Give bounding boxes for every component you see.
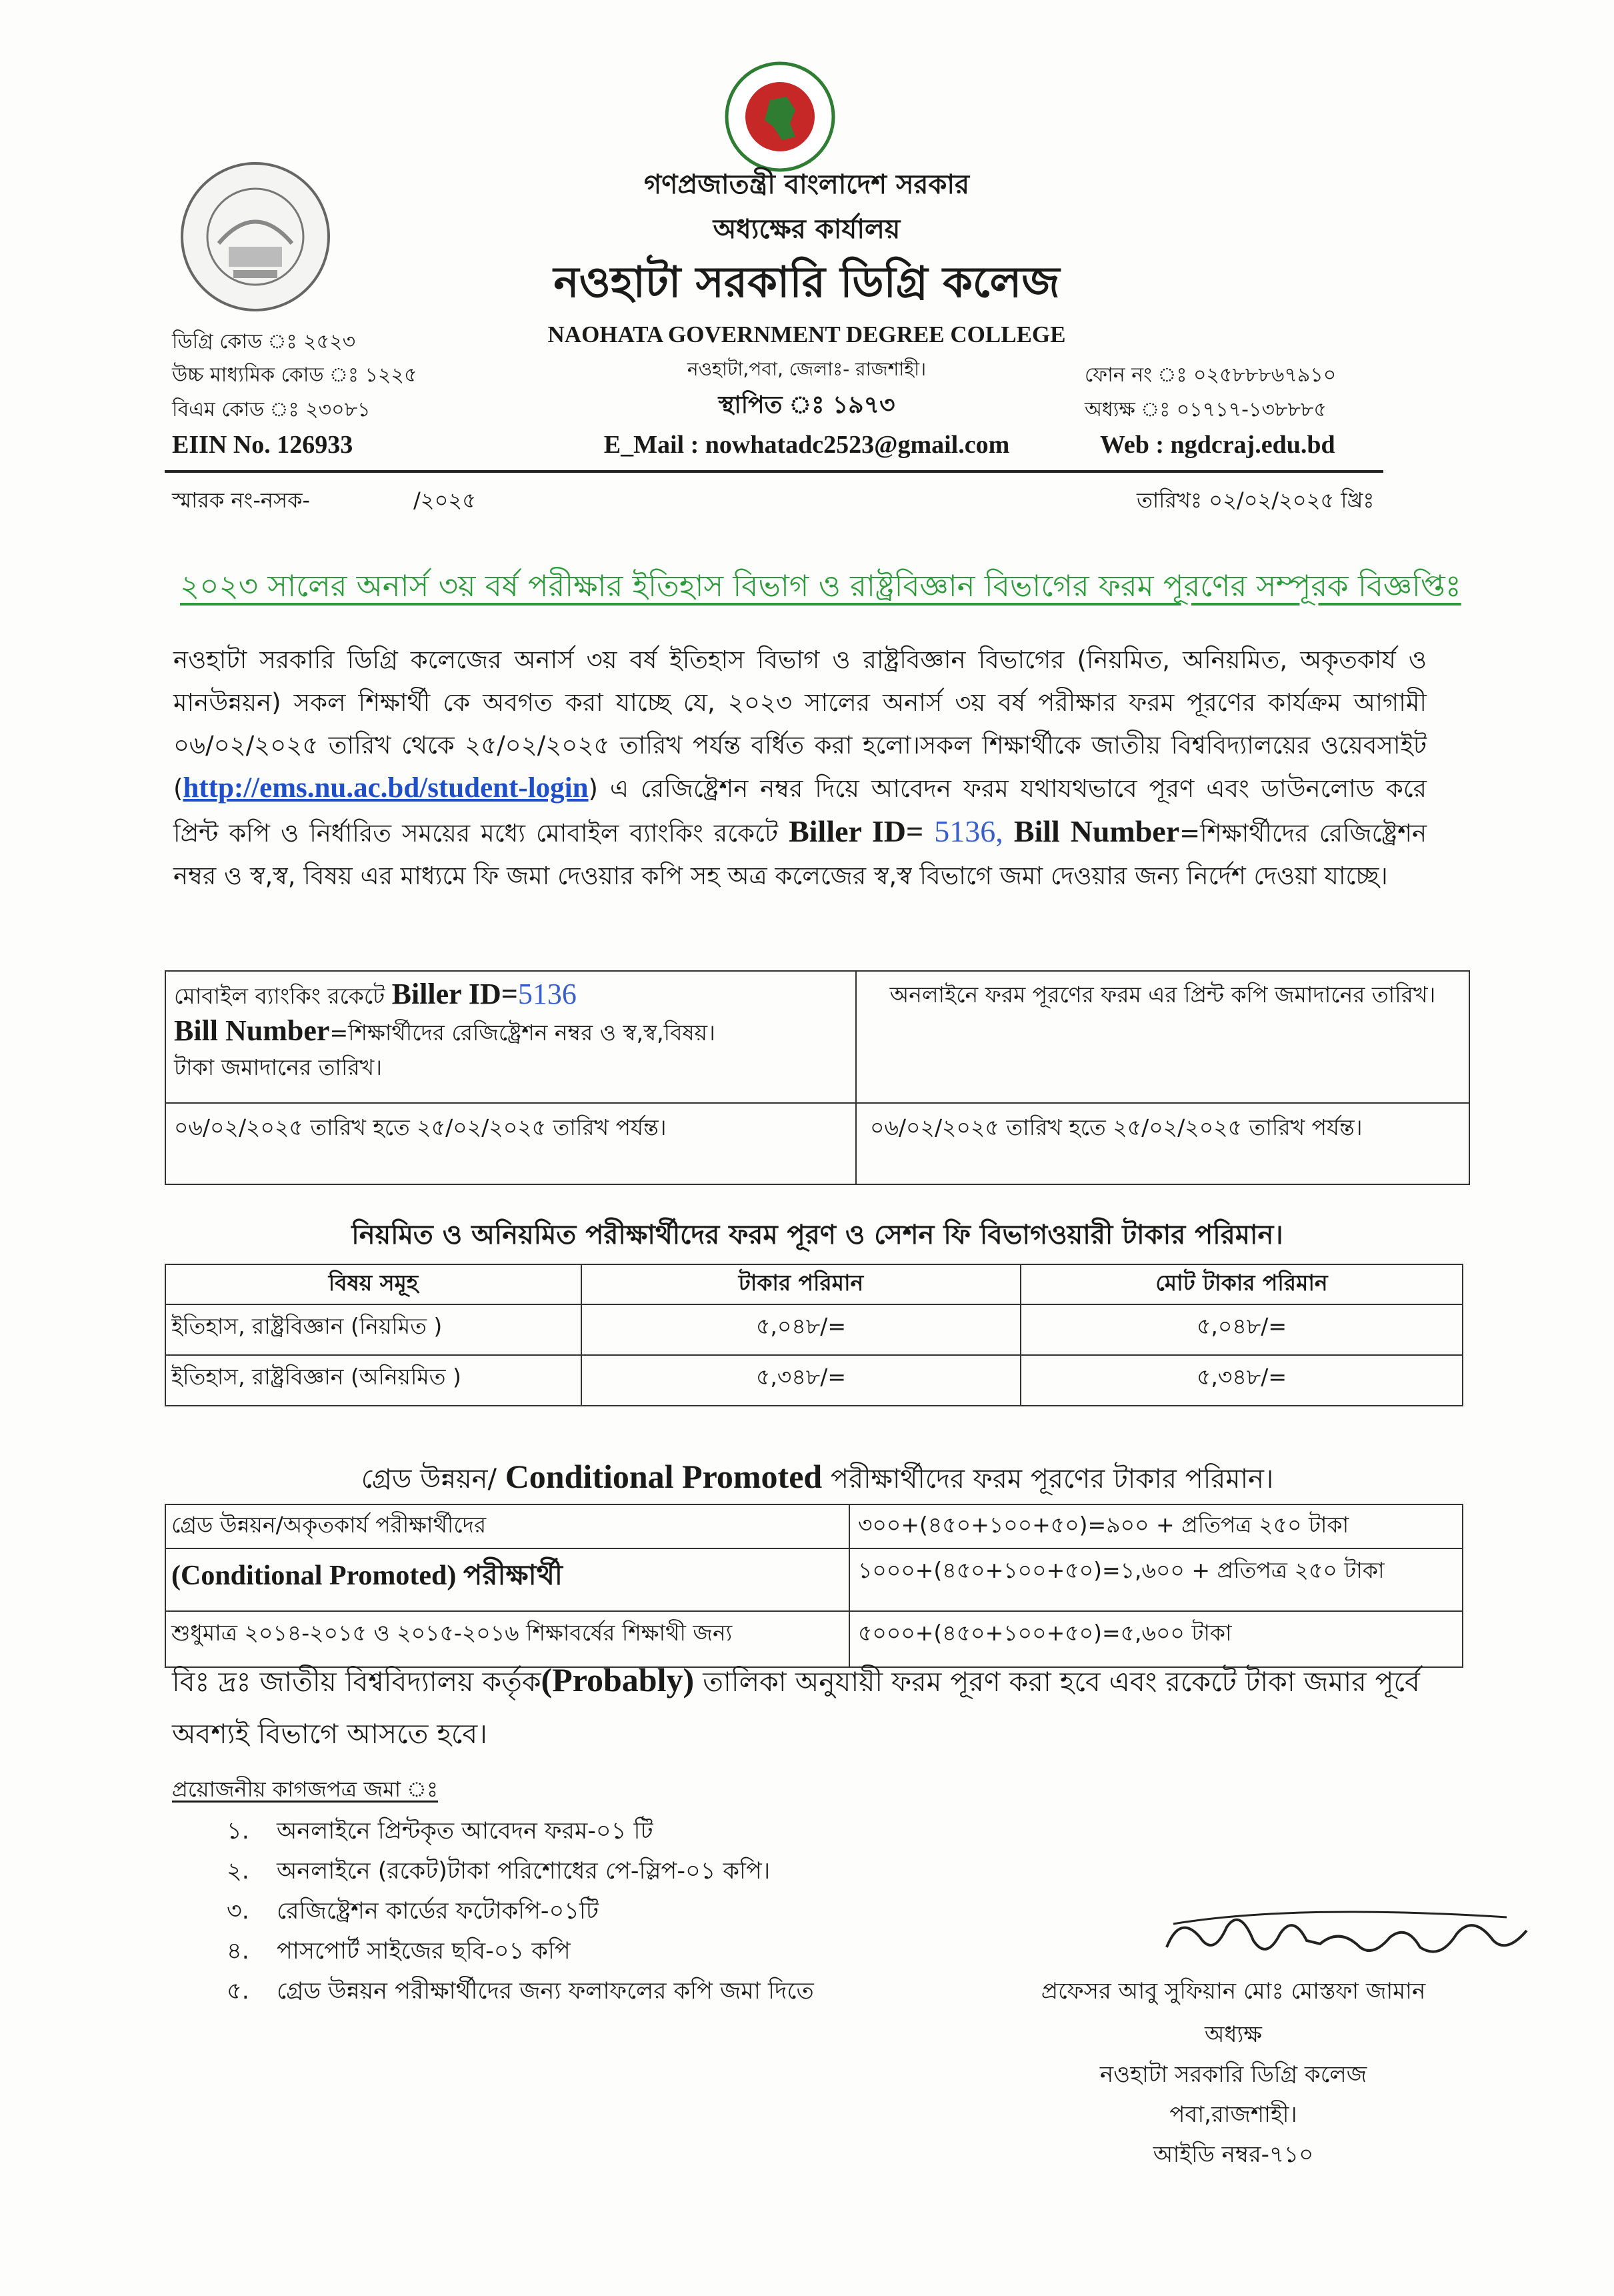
payment-head-prefix: মোবাইল ব্যাংকিং রকেটে xyxy=(174,983,392,1009)
memo-year: /২০২৫ xyxy=(413,487,476,513)
government-line: গণপ্রজাতন্ত্রী বাংলাদেশ সরকার xyxy=(644,169,969,200)
fee-subject-cell: ইতিহাস, রাষ্ট্রবিজ্ঞান (অনিয়মিত ) xyxy=(165,1355,581,1406)
signatory-location: পবা,রাজশাহী। xyxy=(1169,2101,1297,2128)
fee-total-cell: ৫,০৪৮/= xyxy=(1021,1304,1463,1355)
established-year: স্থাপিত ঃ ১৯৭৩ xyxy=(718,391,895,419)
principal-phone: অধ্যক্ষ ঃ ০১৭১৭-১৩৮৮৮৫ xyxy=(1085,398,1327,421)
college-address: নওহাটা,পবা, জেলাঃ- রাজশাহী। xyxy=(687,358,927,380)
body-text-3: =শিক্ষার্থীদের রেজিষ্ট্রেশন নম্বর ও স্ব,স্ব, বিষয় এর মাধ্যমে ফি জমা দেওয়ার কপি সহ অত্র কলেজের স্ব,স্ব বিভাগে জমা দেওয়ার জন্য নির্দেশ দেওয়া যাচ্ছে। xyxy=(173,819,1427,890)
grade-fee-cell: ৫০০০+(৪৫০+১০০+৫০)=৫,৬০০ টাকা xyxy=(849,1611,1463,1667)
list-number: ৫. xyxy=(227,1978,249,2005)
payment-date-value: ০৬/০২/২০২৫ তারিখ হতে ২৫/০২/২০২৫ তারিখ পর্যন্ত। xyxy=(165,1103,856,1184)
college-seal xyxy=(179,160,332,313)
fee-table-header xyxy=(165,1264,1463,1304)
bill-number-label: Bill Number xyxy=(1013,814,1180,848)
list-text: রেজিষ্ট্রেশন কার্ডের ফটোকপি-০১টি xyxy=(277,1898,599,1925)
payment-head-rest: =শিক্ষার্থীদের রেজিষ্ট্রেশন নম্বর ও স্ব,স্ব,বিষয়। xyxy=(329,1020,715,1046)
phone-number: ফোন নং ঃ ০২৫৮৮৮৬৭৯১০ xyxy=(1085,363,1337,387)
fee-header-subject: বিষয় সমূহ xyxy=(165,1264,581,1304)
college-name-en: NAOHATA GOVERNMENT DEGREE COLLEGE xyxy=(547,321,1066,347)
payment-head-bill: Bill Number xyxy=(174,1014,330,1047)
biller-id-value: 5136, xyxy=(934,814,1003,848)
special-note xyxy=(172,1654,1425,1760)
fee-header-total: মোট টাকার পরিমান xyxy=(1021,1264,1463,1304)
biller-id-label: Biller ID= xyxy=(789,814,924,848)
list-number: ১. xyxy=(227,1818,249,1845)
fee-table-title: নিয়মিত ও অনিয়মিত পরীক্ষার্থীদের ফরম পূরণ ও সেশন ফি বিভাগওয়ারী টাকার পরিমান। xyxy=(351,1220,1283,1250)
notice-date: তারিখঃ ০২/০২/২০২৫ খ্রিঃ xyxy=(1137,487,1375,513)
college-email: E_Mail : nowhatadc2523@gmail.com xyxy=(603,431,1010,459)
print-copy-date-value: ০৬/০২/২০২৫ তারিখ হতে ২৫/০২/২০২৫ তারিখ পর্যন্ত। xyxy=(856,1103,1469,1184)
government-seal xyxy=(723,60,837,173)
notice-body xyxy=(173,639,1427,898)
office-line: অধ্যক্ষের কার্যালয় xyxy=(713,214,901,245)
payment-date-table xyxy=(165,970,1470,1185)
college-name-bn: নওহাটা সরকারি ডিগ্রি কলেজ xyxy=(553,258,1060,307)
hsc-code: উচ্চ মাধ্যমিক কোড ঃ ১২২৫ xyxy=(172,363,417,387)
body-text-1: নওহাটা সরকারি ডিগ্রি কলেজের অনার্স ৩য় বর্ষ ইতিহাস বিভাগ ও রাষ্ট্রবিজ্ঞান বিভাগের (নিয়মিত, অনিয়মিত, অকৃতকার্য ও মানউন্নয়ন) সকল শিক্ষার্থী কে অবগত করা যাচ্ছে যে, ২০২৩ সালের অনার্স ৩য় বর্ষ পরীক্ষার ফরম পূরণের কার্যক্রম আগামী ০৬/০২/২০২৫ তারিখ থেকে ২৫/০২/২০২৫ তারিখ পর্যন্ত বর্ধিত করা হলো।সকল শিক্ষার্থীকে জাতীয় বিশ্ববিদ্যালয়ের ওয়েবসাইট ( xyxy=(173,646,1427,803)
list-text: অনলাইনে (রকেট)টাকা পরিশোধের পে-স্লিপ-০১ কপি। xyxy=(277,1858,771,1885)
grade-fee-cell: ১০০০+(৪৫০+১০০+৫০)=১,৬০০ + প্রতিপত্র ২৫০ টাকা xyxy=(849,1548,1463,1611)
list-number: ৩. xyxy=(227,1898,249,1925)
table-row xyxy=(165,1504,1463,1548)
note-suffix: তালিকা অনুযায়ী ফরম পূরণ করা হবে এবং রকেটে টাকা জমার পূর্বে অবশ্যই বিভাগে আসতে হবে। xyxy=(172,1666,1420,1750)
payment-head-biller: Biller ID= xyxy=(391,978,518,1010)
signatory-id: আইডি নম্বর-৭১০ xyxy=(1153,2141,1314,2168)
fee-amount-cell: ৫,৩৪৮/= xyxy=(581,1355,1021,1406)
table-row xyxy=(165,1304,1463,1355)
grade-title-en: Conditional Promoted xyxy=(505,1458,823,1495)
body-text-2: ) এ রেজিষ্ট্রেশন নম্বর দিয়ে আবেদন ফরম যথাযথভাবে পূরণ এবং ডাউনলোড করে প্রিন্ট কপি ও নির্ধারিত সময়ের মধ্যে মোবাইল ব্যাংকিং রকেটে xyxy=(173,774,1427,848)
bm-code: বিএম কোড ঃ ২৩০৮১ xyxy=(172,398,371,421)
college-website: Web : ngdcraj.edu.bd xyxy=(1100,431,1335,459)
payment-head-id: 5136 xyxy=(517,978,577,1010)
list-text: গ্রেড উন্নয়ন পরীক্ষার্থীদের জন্য ফলাফলের কপি জমা দিতে xyxy=(277,1978,814,2005)
list-number: ২. xyxy=(227,1858,249,1885)
handwritten-signature xyxy=(1160,1901,1533,1981)
signatory-name: প্রফেসর আবু সুফিয়ান মোঃ মোস্তফা জামান xyxy=(1041,1978,1426,2005)
payment-head-line3: টাকা জমাদানের তারিখ। xyxy=(174,1054,383,1080)
documents-heading: প্রয়োজনীয় কাগজপত্র জমা ঃ xyxy=(172,1777,439,1802)
grade-category-cell: গ্রেড উন্নয়ন/অকৃতকার্য পরীক্ষার্থীদের xyxy=(165,1504,849,1548)
grade-fee-cell: ৩০০+(৪৫০+১০০+৫০)=৯০০ + প্রতিপত্র ২৫০ টাকা xyxy=(849,1504,1463,1548)
list-number: ৪. xyxy=(227,1938,249,1965)
signatory-designation: অধ্যক্ষ xyxy=(1205,2021,1262,2048)
list-item xyxy=(227,1853,770,1892)
grade-title-prefix: গ্রেড উন্নয়ন/ xyxy=(361,1464,505,1494)
degree-code: ডিগ্রি কোড ঃ ২৫২৩ xyxy=(172,330,356,353)
list-item xyxy=(227,1813,653,1852)
note-en: (Probably) xyxy=(541,1661,695,1698)
fee-table xyxy=(165,1264,1463,1406)
table-row xyxy=(165,1355,1463,1406)
print-copy-head-cell: অনলাইনে ফরম পূরণের ফরম এর প্রিন্ট কপি জমাদানের তারিখ। xyxy=(856,971,1469,1103)
grade-improvement-table xyxy=(165,1504,1463,1668)
grade-table-title xyxy=(165,1457,1470,1502)
list-item xyxy=(227,1893,599,1932)
list-text: অনলাইনে প্রিন্টকৃত আবেদন ফরম-০১ টি xyxy=(277,1818,653,1845)
header-divider xyxy=(165,470,1383,473)
grade-category-cell: (Conditional Promoted) পরীক্ষার্থী xyxy=(165,1548,849,1611)
list-item xyxy=(227,1933,571,1972)
grade-title-suffix: পরীক্ষার্থীদের ফরম পূরণের টাকার পরিমান। xyxy=(822,1464,1274,1494)
payment-head-cell xyxy=(165,971,856,1103)
list-item xyxy=(227,1973,814,2012)
notice-title: ২০২৩ সালের অনার্স ৩য় বর্ষ পরীক্ষার ইতিহাস বিভাগ ও রাষ্ট্রবিজ্ঞান বিভাগের ফরম পূরণের সম্পূরক বিজ্ঞপ্তিঃ xyxy=(180,568,1461,604)
signatory-college: নওহাটা সরকারি ডিগ্রি কলেজ xyxy=(1099,2061,1367,2088)
grade-category-cell: শুধুমাত্র ২০১৪-২০১৫ ও ২০১৫-২০১৬ শিক্ষাবর্ষের শিক্ষাথী জন্য xyxy=(165,1611,849,1667)
table-row xyxy=(165,1548,1463,1611)
student-login-link[interactable]: http://ems.nu.ac.bd/student-login xyxy=(183,772,589,804)
fee-amount-cell: ৫,০৪৮/= xyxy=(581,1304,1021,1355)
list-text: পাসপোর্ট সাইজের ছবি-০১ কপি xyxy=(277,1938,571,1965)
eiin-number: EIIN No. 126933 xyxy=(172,431,353,459)
fee-header-amount: টাকার পরিমান xyxy=(581,1264,1021,1304)
fee-total-cell: ৫,৩৪৮/= xyxy=(1021,1355,1463,1406)
memo-number: স্মারক নং-নসক- xyxy=(172,487,311,513)
note-prefix: বিঃ দ্রঃ জাতীয় বিশ্ববিদ্যালয় কর্তৃক xyxy=(172,1666,541,1698)
fee-subject-cell: ইতিহাস, রাষ্ট্রবিজ্ঞান (নিয়মিত ) xyxy=(165,1304,581,1355)
